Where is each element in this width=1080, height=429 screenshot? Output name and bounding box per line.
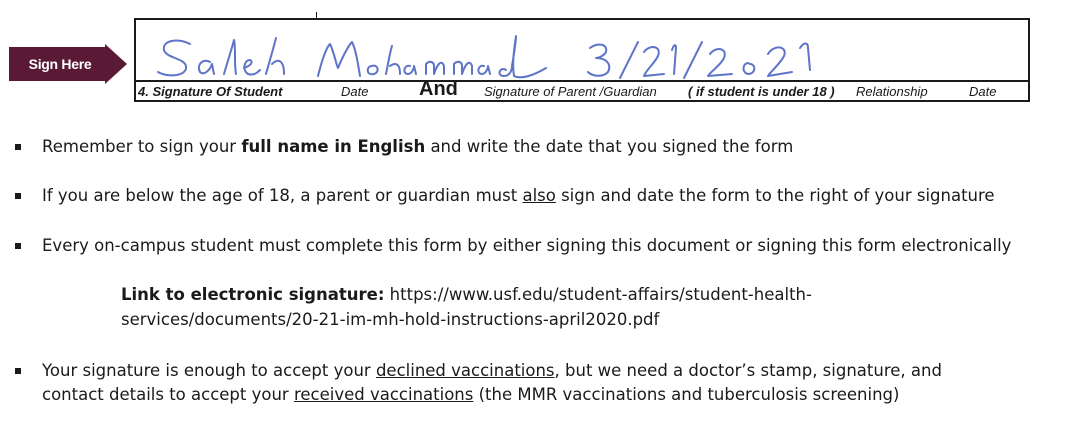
bullet-text: and write the date that you signed the form xyxy=(425,137,794,156)
vaccination-line-1 xyxy=(42,359,942,383)
bullet-marker xyxy=(15,144,21,150)
label-relationship: Relationship xyxy=(856,84,928,99)
bullet-text: Your signature is enough to accept your xyxy=(42,361,376,380)
bullet-bold-text: full name in English xyxy=(241,137,426,156)
link-url-part-2[interactable]: services/documents/20-21-im-mh-hold-instructions-april2020.pdf xyxy=(121,310,660,329)
bullet-text: , but we need a doctor’s stamp, signature, and xyxy=(554,361,942,380)
bullet-marker xyxy=(15,193,21,199)
label-signature-of-student: 4. Signature Of Student xyxy=(138,84,283,99)
bullet-on-campus xyxy=(42,234,1011,258)
bullet-marker xyxy=(15,368,21,374)
bullet-text: Every on-campus student must complete this form by either signing this document or signing this form electronically xyxy=(42,236,1012,255)
label-date-student: Date xyxy=(341,84,369,99)
link-line-1 xyxy=(121,282,812,307)
sign-here-label: Sign Here xyxy=(28,56,92,72)
link-label: Link to electronic signature: xyxy=(121,285,385,304)
vaccination-line-2 xyxy=(42,383,942,407)
bullet-full-name xyxy=(42,135,793,159)
bullet-text: contact details to accept your xyxy=(42,385,294,404)
electronic-signature-link-block xyxy=(121,282,812,332)
received-vaccinations-text: received vaccinations xyxy=(293,385,474,404)
bullet-underlined-text: also xyxy=(522,186,556,205)
bullet-text: sign and date the form to the right of your signature xyxy=(555,186,995,205)
declined-vaccinations-text: declined vaccinations xyxy=(375,361,555,380)
label-date-parent: Date xyxy=(969,84,997,99)
bullet-text: Remember to sign your xyxy=(42,137,242,156)
bullet-under-18 xyxy=(42,184,995,208)
label-signature-of-parent: Signature of Parent /Guardian xyxy=(484,84,657,99)
link-url-part-1[interactable]: https://www.usf.edu/student-affairs/student-health- xyxy=(384,285,812,304)
bullet-marker xyxy=(15,243,21,249)
bullet-text: If you are below the age of 18, a parent or guardian must xyxy=(42,186,523,205)
bullet-vaccinations xyxy=(42,359,942,407)
bullet-text: (the MMR vaccinations and tuberculosis screening) xyxy=(473,385,900,404)
label-if-under-18: ( if student is under 18 ) xyxy=(688,84,835,99)
label-and: And xyxy=(419,78,458,100)
